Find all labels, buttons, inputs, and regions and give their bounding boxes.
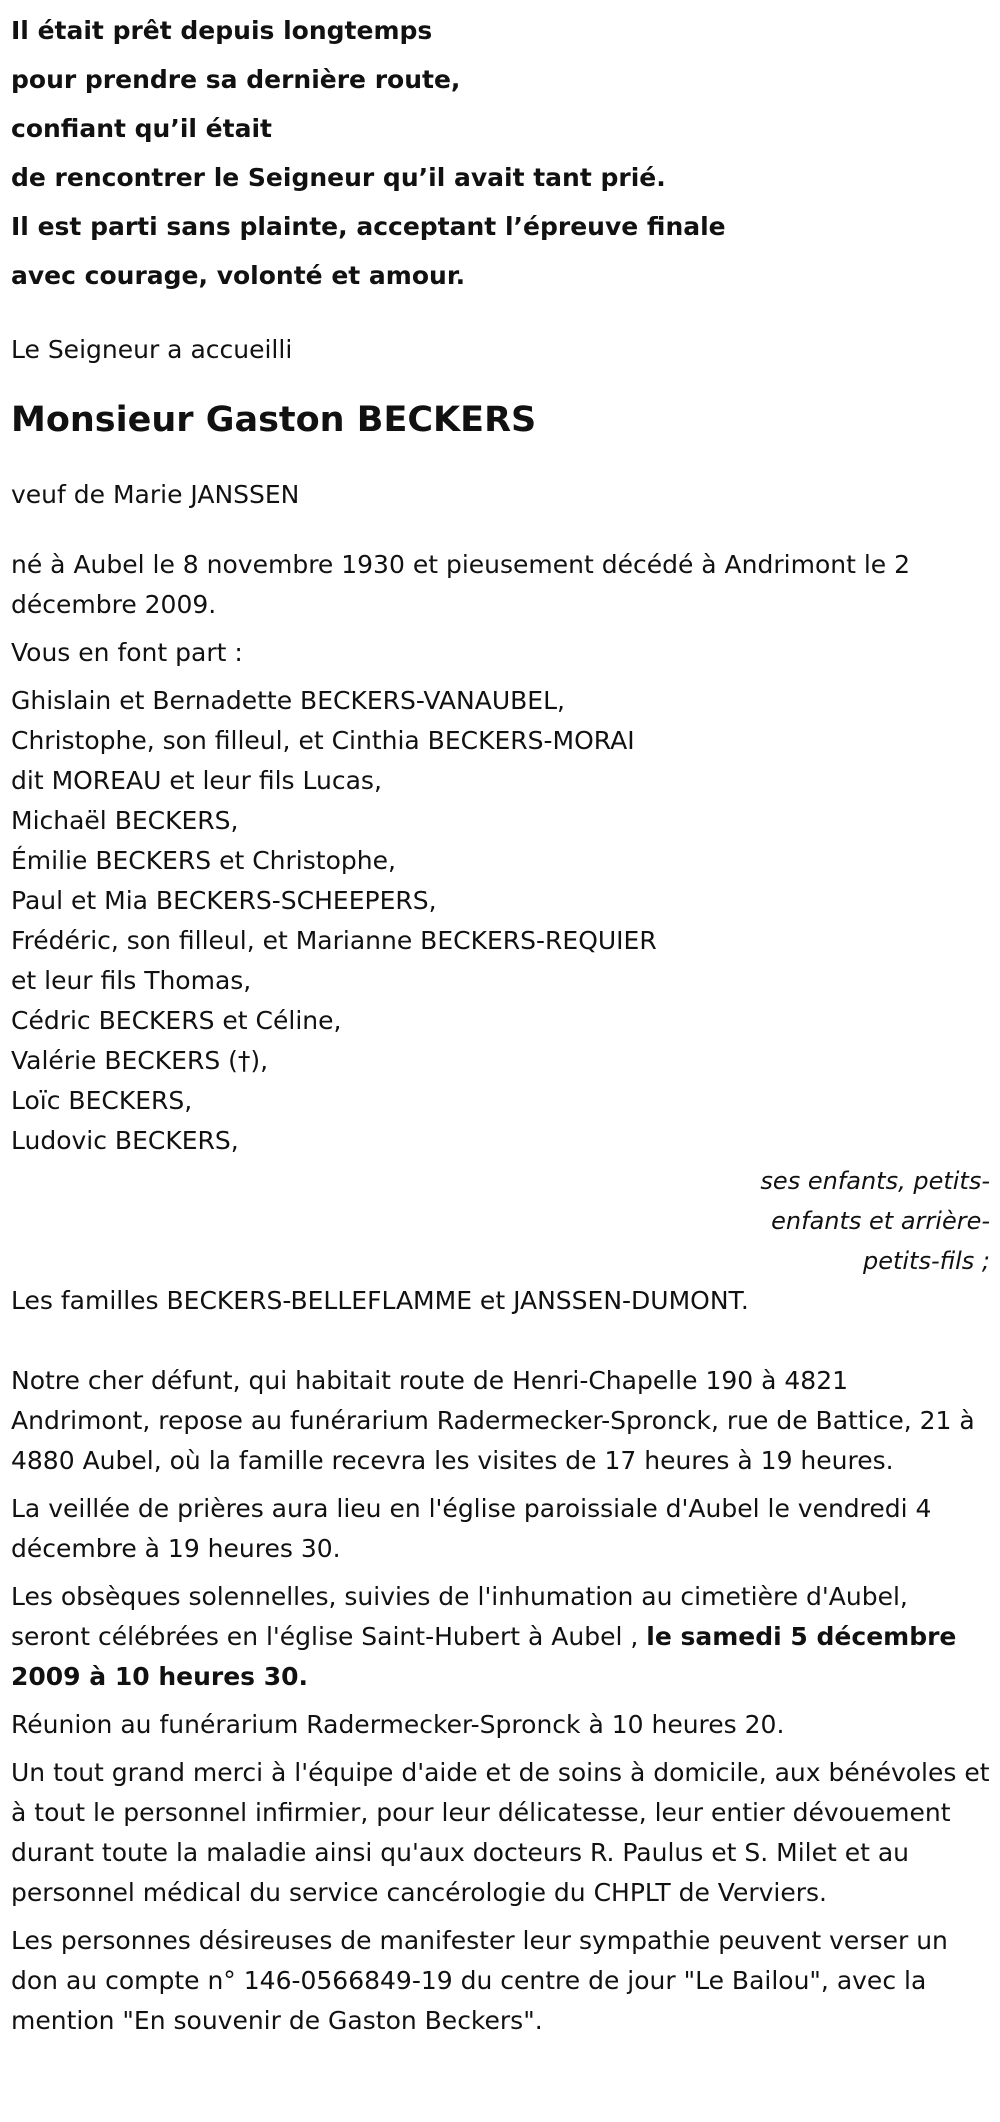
deceased-name: Monsieur Gaston BECKERS: [11, 400, 537, 440]
intro-poem: [11, 0, 990, 300]
family-list: [11, 681, 990, 1161]
intro-line: de rencontrer le Seigneur qu’il avait tant prié.: [11, 163, 666, 192]
intro-line: pour prendre sa dernière route,: [11, 65, 461, 94]
family-member: Ludovic BECKERS,: [11, 1126, 239, 1155]
family-member: Ghislain et Bernadette BECKERS-VANAUBEL,: [11, 686, 565, 715]
lead-text: Le Seigneur a accueilli: [11, 335, 293, 364]
family-member: et leur fils Thomas,: [11, 966, 252, 995]
announce-text: Vous en font part :: [11, 638, 243, 667]
relation-caption: ses enfants, petits-enfants et arrière-petits-fils ;: [760, 1167, 990, 1275]
family-member: Cédric BECKERS et Céline,: [11, 1006, 342, 1035]
meeting-text: Réunion au funérarium Radermecker-Spronck à 10 heures 20.: [11, 1710, 785, 1739]
widow-of: veuf de Marie JANSSEN: [11, 480, 300, 509]
residence-text: Notre cher défunt, qui habitait route de Henri-Chapelle 190 à 4821 Andrimont, repose au funérarium Radermecker-Spronck, rue de Battice, 21 à 4880 Aubel, où la famille recevra les visites de 17 heures à 19 heures.: [11, 1366, 975, 1475]
family-member: Loïc BECKERS,: [11, 1086, 193, 1115]
family-member: Paul et Mia BECKERS-SCHEEPERS,: [11, 886, 437, 915]
vigil-text: La veillée de prières aura lieu en l'église paroissiale d'Aubel le vendredi 4 décembre à 19 heures 30.: [11, 1494, 932, 1563]
intro-line: avec courage, volonté et amour.: [11, 261, 466, 290]
families-text: Les familles BECKERS-BELLEFLAMME et JANSSEN-DUMONT.: [11, 1286, 749, 1315]
family-member: dit MOREAU et leur fils Lucas,: [11, 766, 382, 795]
family-member: Valérie BECKERS (†),: [11, 1046, 269, 1075]
family-member: Frédéric, son filleul, et Marianne BECKERS-REQUIER: [11, 926, 657, 955]
intro-line: Il est parti sans plainte, acceptant l’épreuve finale: [11, 212, 726, 241]
thanks-text: Un tout grand merci à l'équipe d'aide et de soins à domicile, aux bénévoles et à tout le personnel infirmier, pour leur délicatesse, leur entier dévouement durant toute la maladie ainsi qu'aux docteurs R. Paulus et S. Milet et au personnel médical du service cancérologie du CHPLT de Verviers.: [11, 1758, 990, 1907]
family-member: Michaël BECKERS,: [11, 806, 239, 835]
funeral-date: le samedi 5 décembre 2009 à 10 heures 30.: [11, 1622, 957, 1691]
birth-death-text: né à Aubel le 8 novembre 1930 et pieusement décédé à Andrimont le 2 décembre 2009.: [11, 550, 911, 619]
funeral-text: [11, 1577, 990, 1697]
donation-text: Les personnes désireuses de manifester leur sympathie peuvent verser un don au compte n° 146-0566849-19 du centre de jour "Le Bailou", avec la mention "En souvenir de Gaston Beckers".: [11, 1926, 948, 2035]
family-member: Émilie BECKERS et Christophe,: [11, 846, 396, 875]
intro-line: Il était prêt depuis longtemps: [11, 16, 433, 45]
funeral-prefix: Les obsèques solennelles, suivies de l'inhumation au cimetière d'Aubel, seront célébrées en l'église Saint-Hubert à Aubel ,: [11, 1582, 908, 1651]
family-member: Christophe, son filleul, et Cinthia BECKERS-MORAI: [11, 726, 635, 755]
intro-line: confiant qu’il était: [11, 114, 272, 143]
